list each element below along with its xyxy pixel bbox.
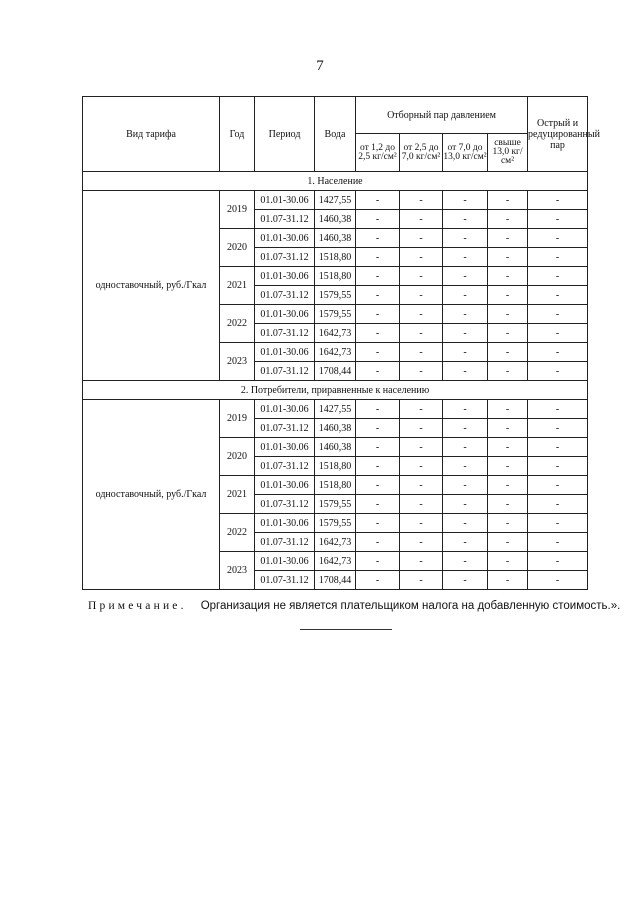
period-cell: 01.01-30.06 bbox=[255, 400, 315, 419]
steam-value-cell: - bbox=[400, 476, 443, 495]
period-cell: 01.07-31.12 bbox=[255, 533, 315, 552]
water-value-cell: 1427,55 bbox=[315, 191, 356, 210]
steam-value-cell: - bbox=[443, 305, 488, 324]
period-cell: 01.07-31.12 bbox=[255, 495, 315, 514]
water-value-cell: 1642,73 bbox=[315, 552, 356, 571]
steam-value-cell: - bbox=[488, 495, 528, 514]
steam-value-cell: - bbox=[488, 457, 528, 476]
steam-value-cell: - bbox=[400, 457, 443, 476]
steam-value-cell: - bbox=[356, 248, 400, 267]
steam-value-cell: - bbox=[443, 495, 488, 514]
steam-value-cell: - bbox=[356, 476, 400, 495]
water-value-cell: 1579,55 bbox=[315, 286, 356, 305]
steam-value-cell: - bbox=[400, 514, 443, 533]
steam-value-cell: - bbox=[400, 495, 443, 514]
steam-value-cell: - bbox=[400, 571, 443, 590]
steam-value-cell: - bbox=[488, 229, 528, 248]
steam-value-cell: - bbox=[400, 552, 443, 571]
header-period: Период bbox=[255, 97, 315, 172]
header-tariff-type: Вид тарифа bbox=[83, 97, 220, 172]
steam-value-cell: - bbox=[488, 343, 528, 362]
steam-value-cell: - bbox=[443, 400, 488, 419]
tariff-table bbox=[82, 96, 600, 590]
header-pressure-range: от 7,0 до 13,0 кг/см² bbox=[443, 134, 488, 172]
steam-value-cell: - bbox=[356, 457, 400, 476]
year-cell: 2023 bbox=[220, 343, 255, 381]
steam-value-cell: - bbox=[356, 438, 400, 457]
steam-value-cell: - bbox=[488, 400, 528, 419]
period-cell: 01.07-31.12 bbox=[255, 457, 315, 476]
steam-value-cell: - bbox=[488, 552, 528, 571]
steam-value-cell: - bbox=[356, 267, 400, 286]
steam-value-cell: - bbox=[356, 324, 400, 343]
water-value-cell: 1579,55 bbox=[315, 514, 356, 533]
period-cell: 01.01-30.06 bbox=[255, 476, 315, 495]
period-cell: 01.01-30.06 bbox=[255, 305, 315, 324]
water-value-cell: 1579,55 bbox=[315, 305, 356, 324]
period-cell: 01.01-30.06 bbox=[255, 343, 315, 362]
steam-value-cell: - bbox=[443, 286, 488, 305]
water-value-cell: 1460,38 bbox=[315, 229, 356, 248]
steam-value-cell: - bbox=[488, 324, 528, 343]
tariff-table-body bbox=[83, 172, 588, 590]
tariff-type-cell: одноставочный, руб./Гкал bbox=[83, 191, 220, 381]
steam-value-cell: - bbox=[400, 324, 443, 343]
sharp-steam-value-cell: - bbox=[528, 362, 588, 381]
year-cell: 2020 bbox=[220, 229, 255, 267]
section-title: 1. Население bbox=[83, 172, 588, 191]
steam-value-cell: - bbox=[488, 476, 528, 495]
steam-value-cell: - bbox=[400, 248, 443, 267]
steam-value-cell: - bbox=[356, 191, 400, 210]
period-cell: 01.07-31.12 bbox=[255, 571, 315, 590]
sharp-steam-value-cell: - bbox=[528, 495, 588, 514]
sharp-steam-value-cell: - bbox=[528, 552, 588, 571]
steam-value-cell: - bbox=[488, 571, 528, 590]
steam-value-cell: - bbox=[356, 362, 400, 381]
period-cell: 01.07-31.12 bbox=[255, 286, 315, 305]
period-cell: 01.07-31.12 bbox=[255, 419, 315, 438]
header-pressure-range: от 1,2 до 2,5 кг/см² bbox=[356, 134, 400, 172]
water-value-cell: 1460,38 bbox=[315, 419, 356, 438]
note-text: Организация не является плательщиком налога на добавленную стоимость.». bbox=[200, 600, 621, 612]
steam-value-cell: - bbox=[443, 552, 488, 571]
steam-value-cell: - bbox=[400, 305, 443, 324]
table-row bbox=[83, 400, 588, 419]
sharp-steam-value-cell: - bbox=[528, 267, 588, 286]
sharp-steam-value-cell: - bbox=[528, 400, 588, 419]
water-value-cell: 1460,38 bbox=[315, 438, 356, 457]
steam-value-cell: - bbox=[488, 248, 528, 267]
period-cell: 01.01-30.06 bbox=[255, 438, 315, 457]
water-value-cell: 1642,73 bbox=[315, 324, 356, 343]
steam-value-cell: - bbox=[400, 362, 443, 381]
sharp-steam-value-cell: - bbox=[528, 305, 588, 324]
section-title: 2. Потребители, приравненные к населению bbox=[83, 381, 588, 400]
year-cell: 2021 bbox=[220, 476, 255, 514]
header-sharp-steam: Острый и редуцированный пар bbox=[528, 97, 588, 172]
water-value-cell: 1518,80 bbox=[315, 476, 356, 495]
water-value-cell: 1518,80 bbox=[315, 248, 356, 267]
steam-value-cell: - bbox=[356, 229, 400, 248]
steam-value-cell: - bbox=[443, 362, 488, 381]
sharp-steam-value-cell: - bbox=[528, 419, 588, 438]
period-cell: 01.01-30.06 bbox=[255, 267, 315, 286]
steam-value-cell: - bbox=[443, 343, 488, 362]
year-cell: 2022 bbox=[220, 305, 255, 343]
water-value-cell: 1427,55 bbox=[315, 400, 356, 419]
year-cell: 2022 bbox=[220, 514, 255, 552]
year-cell: 2019 bbox=[220, 191, 255, 229]
period-cell: 01.01-30.06 bbox=[255, 552, 315, 571]
steam-value-cell: - bbox=[488, 419, 528, 438]
steam-value-cell: - bbox=[400, 267, 443, 286]
sharp-steam-value-cell: - bbox=[528, 438, 588, 457]
sharp-steam-value-cell: - bbox=[528, 210, 588, 229]
year-cell: 2023 bbox=[220, 552, 255, 590]
section-header-row bbox=[83, 381, 588, 400]
steam-value-cell: - bbox=[356, 533, 400, 552]
steam-value-cell: - bbox=[488, 305, 528, 324]
sharp-steam-value-cell: - bbox=[528, 191, 588, 210]
steam-value-cell: - bbox=[488, 514, 528, 533]
steam-value-cell: - bbox=[443, 476, 488, 495]
page-number: 7 bbox=[316, 58, 324, 74]
steam-value-cell: - bbox=[356, 571, 400, 590]
water-value-cell: 1642,73 bbox=[315, 533, 356, 552]
water-value-cell: 1518,80 bbox=[315, 457, 356, 476]
steam-value-cell: - bbox=[488, 210, 528, 229]
header-water: Вода bbox=[315, 97, 356, 172]
sharp-steam-value-cell: - bbox=[528, 457, 588, 476]
note bbox=[88, 600, 620, 612]
steam-value-cell: - bbox=[443, 457, 488, 476]
note-label: Примечание. bbox=[88, 600, 187, 612]
steam-value-cell: - bbox=[356, 419, 400, 438]
water-value-cell: 1708,44 bbox=[315, 362, 356, 381]
period-cell: 01.01-30.06 bbox=[255, 229, 315, 248]
steam-value-cell: - bbox=[443, 571, 488, 590]
steam-value-cell: - bbox=[400, 286, 443, 305]
period-cell: 01.01-30.06 bbox=[255, 191, 315, 210]
steam-value-cell: - bbox=[400, 191, 443, 210]
sharp-steam-value-cell: - bbox=[528, 286, 588, 305]
steam-value-cell: - bbox=[443, 229, 488, 248]
period-cell: 01.07-31.12 bbox=[255, 362, 315, 381]
steam-value-cell: - bbox=[443, 438, 488, 457]
steam-value-cell: - bbox=[488, 438, 528, 457]
sharp-steam-value-cell: - bbox=[528, 476, 588, 495]
period-cell: 01.07-31.12 bbox=[255, 210, 315, 229]
steam-value-cell: - bbox=[443, 248, 488, 267]
table-row bbox=[83, 191, 588, 210]
steam-value-cell: - bbox=[443, 419, 488, 438]
steam-value-cell: - bbox=[443, 191, 488, 210]
header-pressure-range: свыше 13,0 кг/см² bbox=[488, 134, 528, 172]
sharp-steam-value-cell: - bbox=[528, 533, 588, 552]
water-value-cell: 1518,80 bbox=[315, 267, 356, 286]
steam-value-cell: - bbox=[400, 533, 443, 552]
steam-value-cell: - bbox=[356, 495, 400, 514]
steam-value-cell: - bbox=[443, 267, 488, 286]
steam-value-cell: - bbox=[400, 229, 443, 248]
period-cell: 01.07-31.12 bbox=[255, 248, 315, 267]
header-pressure-range: от 2,5 до 7,0 кг/см² bbox=[400, 134, 443, 172]
period-cell: 01.01-30.06 bbox=[255, 514, 315, 533]
steam-value-cell: - bbox=[400, 400, 443, 419]
year-cell: 2019 bbox=[220, 400, 255, 438]
header-selected-steam: Отборный пар давлением bbox=[356, 97, 528, 134]
tariff-type-cell: одноставочный, руб./Гкал bbox=[83, 400, 220, 590]
closing-rule bbox=[300, 629, 392, 630]
steam-value-cell: - bbox=[443, 210, 488, 229]
steam-value-cell: - bbox=[356, 552, 400, 571]
period-cell: 01.07-31.12 bbox=[255, 324, 315, 343]
steam-value-cell: - bbox=[356, 210, 400, 229]
year-cell: 2021 bbox=[220, 267, 255, 305]
steam-value-cell: - bbox=[356, 514, 400, 533]
sharp-steam-value-cell: - bbox=[528, 324, 588, 343]
water-value-cell: 1579,55 bbox=[315, 495, 356, 514]
steam-value-cell: - bbox=[400, 419, 443, 438]
steam-value-cell: - bbox=[488, 286, 528, 305]
steam-value-cell: - bbox=[443, 324, 488, 343]
steam-value-cell: - bbox=[488, 362, 528, 381]
steam-value-cell: - bbox=[356, 343, 400, 362]
year-cell: 2020 bbox=[220, 438, 255, 476]
steam-value-cell: - bbox=[400, 343, 443, 362]
water-value-cell: 1460,38 bbox=[315, 210, 356, 229]
sharp-steam-value-cell: - bbox=[528, 343, 588, 362]
water-value-cell: 1708,44 bbox=[315, 571, 356, 590]
steam-value-cell: - bbox=[488, 533, 528, 552]
sharp-steam-value-cell: - bbox=[528, 248, 588, 267]
steam-value-cell: - bbox=[488, 191, 528, 210]
header-year: Год bbox=[220, 97, 255, 172]
sharp-steam-value-cell: - bbox=[528, 514, 588, 533]
steam-value-cell: - bbox=[356, 305, 400, 324]
sharp-steam-value-cell: - bbox=[528, 229, 588, 248]
sharp-steam-value-cell: - bbox=[528, 571, 588, 590]
steam-value-cell: - bbox=[356, 400, 400, 419]
water-value-cell: 1642,73 bbox=[315, 343, 356, 362]
steam-value-cell: - bbox=[400, 210, 443, 229]
steam-value-cell: - bbox=[443, 533, 488, 552]
steam-value-cell: - bbox=[356, 286, 400, 305]
steam-value-cell: - bbox=[443, 514, 488, 533]
steam-value-cell: - bbox=[488, 267, 528, 286]
section-header-row bbox=[83, 172, 588, 191]
steam-value-cell: - bbox=[400, 438, 443, 457]
